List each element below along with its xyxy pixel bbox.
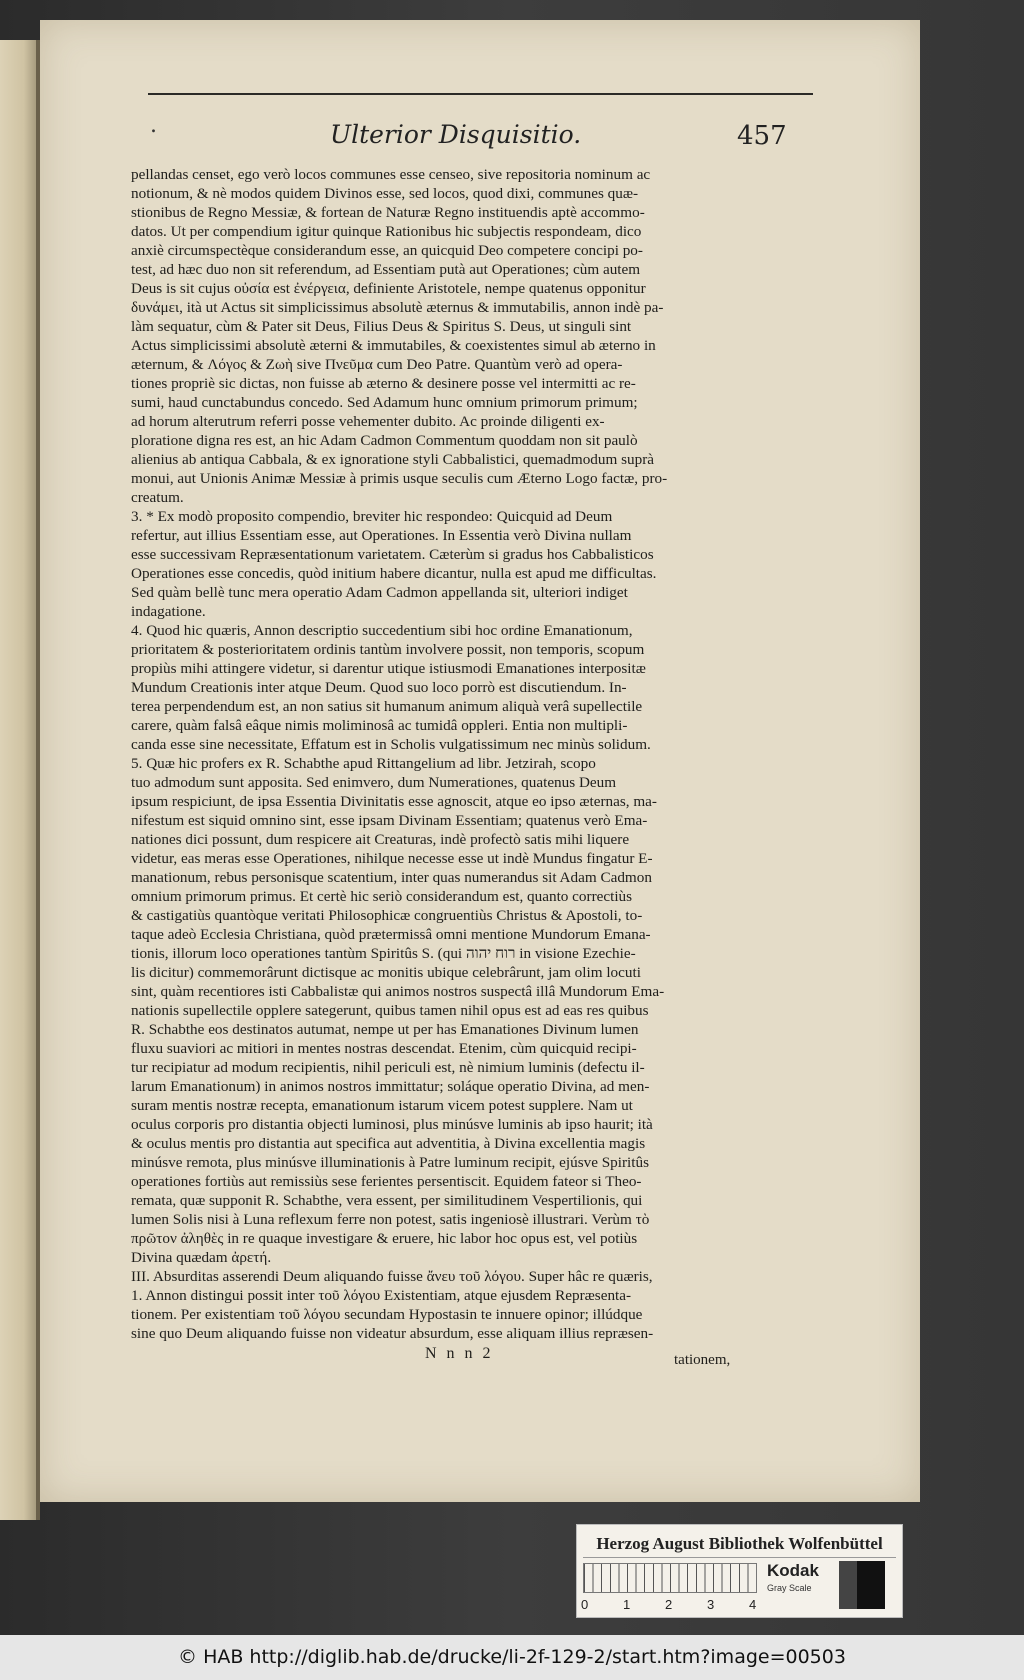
text-line: 3. * Ex modò proposito compendio, breviter hic respondeo: Quicquid ad Deum [131,508,613,525]
text-line: notionum, & nè modos quidem Divinos esse, sed locos, quod dixi, communes quæ- [131,185,639,202]
text-line: sumi, haud cunctabundus concedo. Sed Adamum hunc omnium primorum primum; [131,394,638,411]
measurement-ruler [583,1563,757,1593]
text-line: Mundum Creationis inter atque Deum. Quod suo loco porrò est discutiendum. In- [131,679,627,696]
text-line: nationis supellectile opplere sategerunt, quibus tamen nihil opus est ad eas res quibus [131,1002,649,1019]
gray-swatch [839,1561,857,1609]
gray-scale-label: Gray Scale [767,1583,812,1593]
text-line: stionibus de Regno Messiæ, & fortean de Naturæ Regno instituendis aptè accommo- [131,204,645,221]
text-line: lumen Solis nisi à Luna reflexum ferre non potest, satis ingeniosè illustrari. Verùm τὸ [131,1211,650,1228]
text-line: Actus simplicissimi absolutè æterni & immutabiles, & coexistentes simul ab æterno in [131,337,656,354]
black-swatch [857,1561,885,1609]
text-line: operationes fortiùs aut remissiùs sese ferientes persentiscit. Equidem fateor si Theo- [131,1173,642,1190]
text-line: tionis, illorum loco operationes tantùm Spiritûs S. (qui רוח יהוה in visione Ezechie- [131,945,636,962]
signature-mark: N n n 2 [425,1345,494,1362]
text-line: esse successivam Repræsentationum varietatem. Cæterùm si gradus hos Cabbalisticos [131,546,654,563]
text-line: datos. Ut per compendium igitur quinque Rationibus hic subjectis respondeam, dico [131,223,642,240]
text-line: suram mentis nostræ recepta, emanationum istarum vicem potest supplere. Nam ut [131,1097,633,1114]
text-line: æternum, & Λόγος & Ζωὴ sive Πνεῦμα cum Deo Patre. Quantùm verò ad opera- [131,356,623,373]
text-line: & castigatiùs quantòque veritati Philosophicæ congruentiùs Christus & Apostoli, to- [131,907,643,924]
text-line: fluxu suaviori ac mitiori in mentes nostras descendat. Etenim, cùm quicquid recipi- [131,1040,637,1057]
text-line: Divina quædam ἀρετή. [131,1249,272,1266]
text-line: carere, quàm falsâ eâque nimis moliminosâ ac tumidâ oppleri. Entia non multipli- [131,717,628,734]
text-line: tiones propriè sic dictas, non fuisse ab æterno & desinere posse vel intermitti ac re- [131,375,636,392]
text-line: III. Absurditas asserendi Deum aliquando fuisse ἄνευ τοῦ λόγου. Super hâc re quæris, [131,1268,653,1285]
text-line: monui, aut Unionis Animæ Messiæ à primis usque seculis cum Æterno Logo factæ, pro- [131,470,668,487]
text-line: pellandas censet, ego verò locos communes esse censeo, sive repositoria nominum ac [131,166,651,183]
text-line: nifestum est siquid omnino sint, esse ipsam Divinam Essentiam; quatenus verò Ema- [131,812,648,829]
text-line: ploratione digna res est, an hic Adam Cadmon Commentum quoddam non sit paulò [131,432,638,449]
text-line: δυνάμει, ità ut Actus sit simplicissimus absolutè æternus & immutabilis, annon indè pa- [131,299,664,316]
text-line: tur recipiatur ad modum recipientis, nihil periculi est, nè nimium luminis (defectu il- [131,1059,645,1076]
text-line: indagatione. [131,603,206,620]
text-line: prioritatem & posterioritatem ordinis tantùm involvere possit, non temporis, scopum [131,641,645,658]
library-stamp [576,1524,903,1618]
running-title: Ulterior Disquisitio. [330,120,582,149]
facing-page-edge [0,40,40,1520]
library-stamp-title: Herzog August Bibliothek Wolfenbüttel [583,1531,896,1558]
text-line: R. Schabthe eos destinatos autumat, nempe ut per has Emanationes Divinum lumen [131,1021,639,1038]
ruler-number: 2 [665,1597,673,1612]
text-line: 5. Quæ hic profers ex R. Schabthe apud Rittangelium ad libr. Jetzirah, scopo [131,755,596,772]
text-line: Operationes esse concedis, quòd initium habere dicantur, nulla est apud me difficultas. [131,565,657,582]
text-line: oculus corporis pro distantia objecti luminosi, plus minúsve luminis ab ipso haurit; ità [131,1116,653,1133]
ruler-number: 0 [581,1597,589,1612]
text-line: nationes dici possunt, dum respicere ait Creaturas, indè profectò satis mihi liquere [131,831,630,848]
ruler-number: 4 [749,1597,757,1612]
header-rule [148,93,813,95]
text-line: alienius ab antiqua Cabbala, & ex ignoratione styli Cabbalistici, quemadmodum suprà [131,451,655,468]
text-line: remata, quæ supponit R. Schabthe, vera essent, per similitudinem Vespertilionis, qui [131,1192,643,1209]
text-line: propiùs mihi attingere videtur, si darentur utique istiusmodi Emanationes interpositæ [131,660,646,677]
text-line: taque adeò Ecclesia Christiana, quòd prætermissâ omni mentione Mundorum Emana- [131,926,651,943]
text-line: manationum, rebus personisque scatentium, inter quas numerandus sit Adam Cadmon [131,869,652,886]
text-line: 1. Annon distingui possit inter τοῦ λόγου Existentiam, atque ejusdem Repræsenta- [131,1287,632,1304]
ruler-number: 1 [623,1597,631,1612]
body-text [131,165,737,1343]
text-line: terea perpendendum est, an non satius sit humanum animum aliquà verâ supellectile [131,698,643,715]
text-line: omnium primorum primus. Et certè hic seriò considerandum est, quanto correctiùs [131,888,633,905]
header-dot: . [150,113,157,138]
text-line: test, ad hæc duo non sit referendum, ad Essentiam putà aut Operationes; cùm autem [131,261,641,278]
text-line: creatum. [131,489,184,506]
text-line: tionem. Per existentiam τοῦ λόγου secundam Hypostasin te innuere opinor; illúdque [131,1306,643,1323]
text-line: lis dicitur) commemorârunt dictisque ac monitis ubique celebrârunt, jam olim locuti [131,964,641,981]
text-line: tuo admodum sunt apposita. Sed enimvero, dum Numerationes, quatenus Deum [131,774,617,791]
text-line: Deus is sit cujus οὐσία est ἐνέργεια, definiente Aristotele, nempe quatenus opponitur [131,280,646,297]
text-line: minúsve remota, plus minúsve illuminationis à Patre luminum recipit, ejúsve Spiritûs [131,1154,649,1171]
text-line: larum Emanationum) in animos nostros immittatur; soláque operatio Divina, ad men- [131,1078,650,1095]
page-number: 457 [737,121,787,151]
text-line: πρῶτον ἀληθὲς in re quaque investigare & eruere, hic labor hoc opus est, vel potiùs [131,1230,638,1247]
kodak-logo: Kodak [767,1561,819,1580]
text-line: & oculus mentis pro distantia aut specifica aut adventitia, à Divina excellentia magis [131,1135,646,1152]
text-line: làm sequatur, cùm & Pater sit Deus, Filius Deus & Spiritus S. Deus, ut singuli sint [131,318,632,335]
text-line: anxiè circumspectèque considerandum esse, an quicquid Deo competere concipi po- [131,242,643,259]
text-line: ad horum alterutrum referri posse vehementer dubito. Ac proinde diligenti ex- [131,413,605,430]
text-line: 4. Quod hic quæris, Annon descriptio succedentium sibi hoc ordine Emanationum, [131,622,633,639]
text-line: Sed quàm bellè tunc mera operatio Adam Cadmon appellanda sit, ulteriori indiget [131,584,628,601]
copyright-bar[interactable]: © HAB http://diglib.hab.de/drucke/li-2f-129-2/start.htm?image=00503 [0,1635,1024,1680]
text-line: videtur, eas meras esse Operationes, nihilque necesse esse ut indè Mundus fingatur E- [131,850,653,867]
text-line: canda esse sine necessitate, Effatum est in Scholis vulgatissimum nec minùs solidum. [131,736,651,753]
text-line: refertur, aut illius Essentiam esse, aut Operationes. In Essentia verò Divina nullam [131,527,632,544]
ruler-number: 3 [707,1597,715,1612]
catchword: tationem, [674,1352,731,1368]
text-line: sint, quàm recentiores isti Cabbalistæ qui animos nostros suspectâ illâ Mundorum Ema- [131,983,665,1000]
text-line: sine quo Deum aliquando fuisse non videatur absurdum, esse aliquam illius repræsen- [131,1325,654,1342]
text-line: ipsum respiciunt, de ipsa Essentia Divinitatis esse agnoscit, atque eo ipso æternas, ma- [131,793,657,810]
